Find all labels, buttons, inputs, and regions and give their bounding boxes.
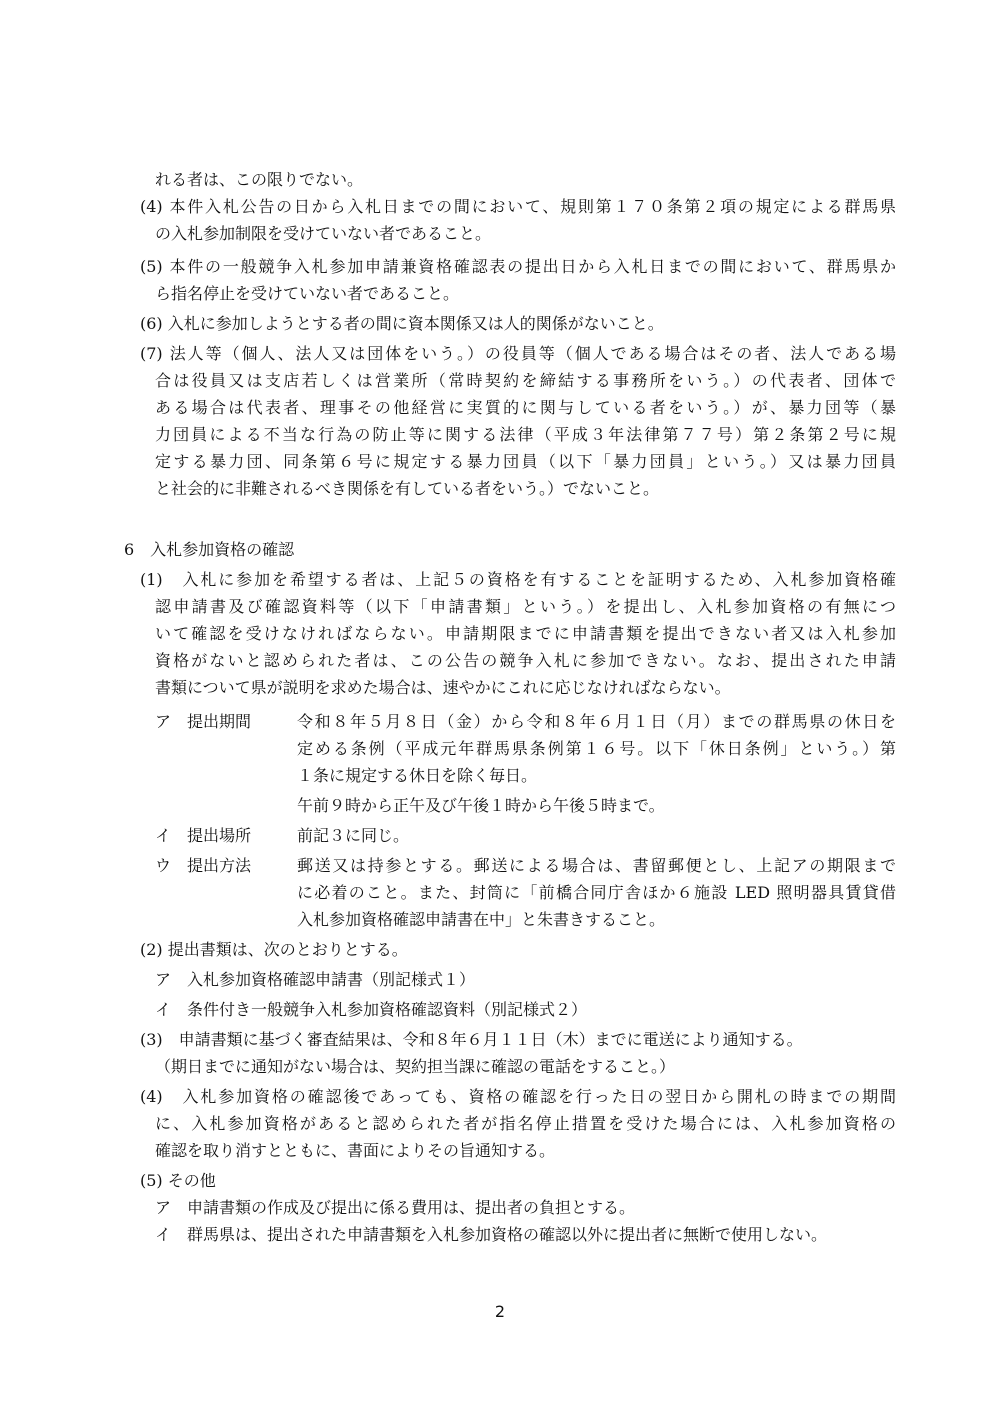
clause-5-7: (7) 法人等（個人、法人又は団体をいう。）の役員等（個人である場合はその者、法人である場 xyxy=(140,344,896,363)
text-line: 資格がないと認められた者は、この公告の競争入札に参加できない。なお、提出された申請 xyxy=(155,651,896,670)
text-line: 書類について県が説明を求めた場合は、速やかにこれに応じなければならない。 xyxy=(155,678,731,697)
item-text: 郵送又は持参とする。郵送による場合は、書留郵便とし、上記アの期限まで xyxy=(297,856,896,875)
item-text: １条に規定する休日を除く毎日。 xyxy=(297,766,538,785)
clause-6-1: (1) 入札に参加を希望する者は、上記５の資格を有することを証明するため、入札参加資格確 xyxy=(140,570,896,589)
clause-6-4: (4) 入札参加資格の確認後であっても、資格の確認を行った日の翌日から開札の時までの期間 xyxy=(140,1087,896,1106)
item-text: ア 申請書類の作成及び提出に係る費用は、提出者の負担とする。 xyxy=(155,1198,636,1217)
item-text: に必着のこと。また、封筒に「前橋合同庁舎ほか６施設 LED 照明器具賃貸借 xyxy=(297,883,896,902)
clause-5-4: (4) 本件入札公告の日から入札日までの間において、規則第１７０条第２項の規定による群馬県 xyxy=(140,197,896,216)
text-line: 合は役員又は支店若しくは営業所（常時契約を締結する事務所をいう。）の代表者、団体で xyxy=(155,371,896,390)
item-label-i: イ 提出場所 xyxy=(155,826,252,845)
text-line: 認申請書及び確認資料等（以下「申請書類」という。）を提出し、入札参加資格の有無につ xyxy=(155,597,896,616)
item-label-a: ア 提出期間 xyxy=(155,712,252,731)
text-line: 定する暴力団、同条第６号に規定する暴力団員（以下「暴力団員」という。）又は暴力団員 xyxy=(155,452,896,471)
item-text: ア 入札参加資格確認申請書（別記様式１） xyxy=(155,970,476,989)
item-text: 午前９時から正午及び午後１時から午後５時まで。 xyxy=(297,796,665,815)
clause-5-6: (6) 入札に参加しようとする者の間に資本関係又は人的関係がないこと。 xyxy=(140,314,664,333)
text-line: （期日までに通知がない場合は、契約担当課に確認の電話をすること。） xyxy=(155,1057,676,1076)
text-line: に、入札参加資格があると認められた者が指名停止措置を受けた場合には、入札参加資格の xyxy=(155,1114,896,1133)
item-label-u: ウ 提出方法 xyxy=(155,856,252,875)
item-text: 入札参加資格確認申請書在中」と朱書きすること。 xyxy=(297,910,666,929)
text-line: ら指名停止を受けていない者であること。 xyxy=(155,284,460,303)
item-text: 令和８年５月８日（金）から令和８年６月１日（月）までの群馬県の休日を xyxy=(297,712,896,731)
text-line: 確認を取り消すとともに、書面によりその旨通知する。 xyxy=(155,1141,556,1160)
section-heading-6: 6 入札参加資格の確認 xyxy=(124,540,295,559)
clause-6-2: (2) 提出書類は、次のとおりとする。 xyxy=(140,940,408,959)
item-text: 前記３に同じ。 xyxy=(297,826,410,845)
text-line: 力団員による不当な行為の防止等に関する法律（平成３年法律第７７号）第２条第２号に規 xyxy=(155,425,896,444)
text-line: ある場合は代表者、理事その他経営に実質的に関与している者をいう。）が、暴力団等（暴 xyxy=(155,398,896,417)
clause-6-5: (5) その他 xyxy=(140,1171,216,1190)
page-number: 2 xyxy=(494,1302,506,1321)
text-line: の入札参加制限を受けていない者であること。 xyxy=(155,224,492,243)
item-text: 定める条例（平成元年群馬県条例第１６号。以下「休日条例」という。）第 xyxy=(297,739,896,758)
clause-5-5: (5) 本件の一般競争入札参加申請兼資格確認表の提出日から入札日までの間において、群馬県か xyxy=(140,257,896,276)
text-line: れる者は、この限りでない。 xyxy=(155,170,364,189)
item-text: イ 条件付き一般競争入札参加資格確認資料（別記様式２） xyxy=(155,1000,588,1019)
clause-6-3: (3) 申請書類に基づく審査結果は、令和８年６月１１日（木）までに電送により通知する。 xyxy=(140,1030,803,1049)
item-text: イ 群馬県は、提出された申請書類を入札参加資格の確認以外に提出者に無断で使用しない。 xyxy=(155,1225,828,1244)
text-line: いて確認を受けなければならない。申請期限までに申請書類を提出できない者又は入札参加 xyxy=(155,624,896,643)
text-line: と社会的に非難されるべき関係を有している者をいう。）でないこと。 xyxy=(155,479,660,498)
